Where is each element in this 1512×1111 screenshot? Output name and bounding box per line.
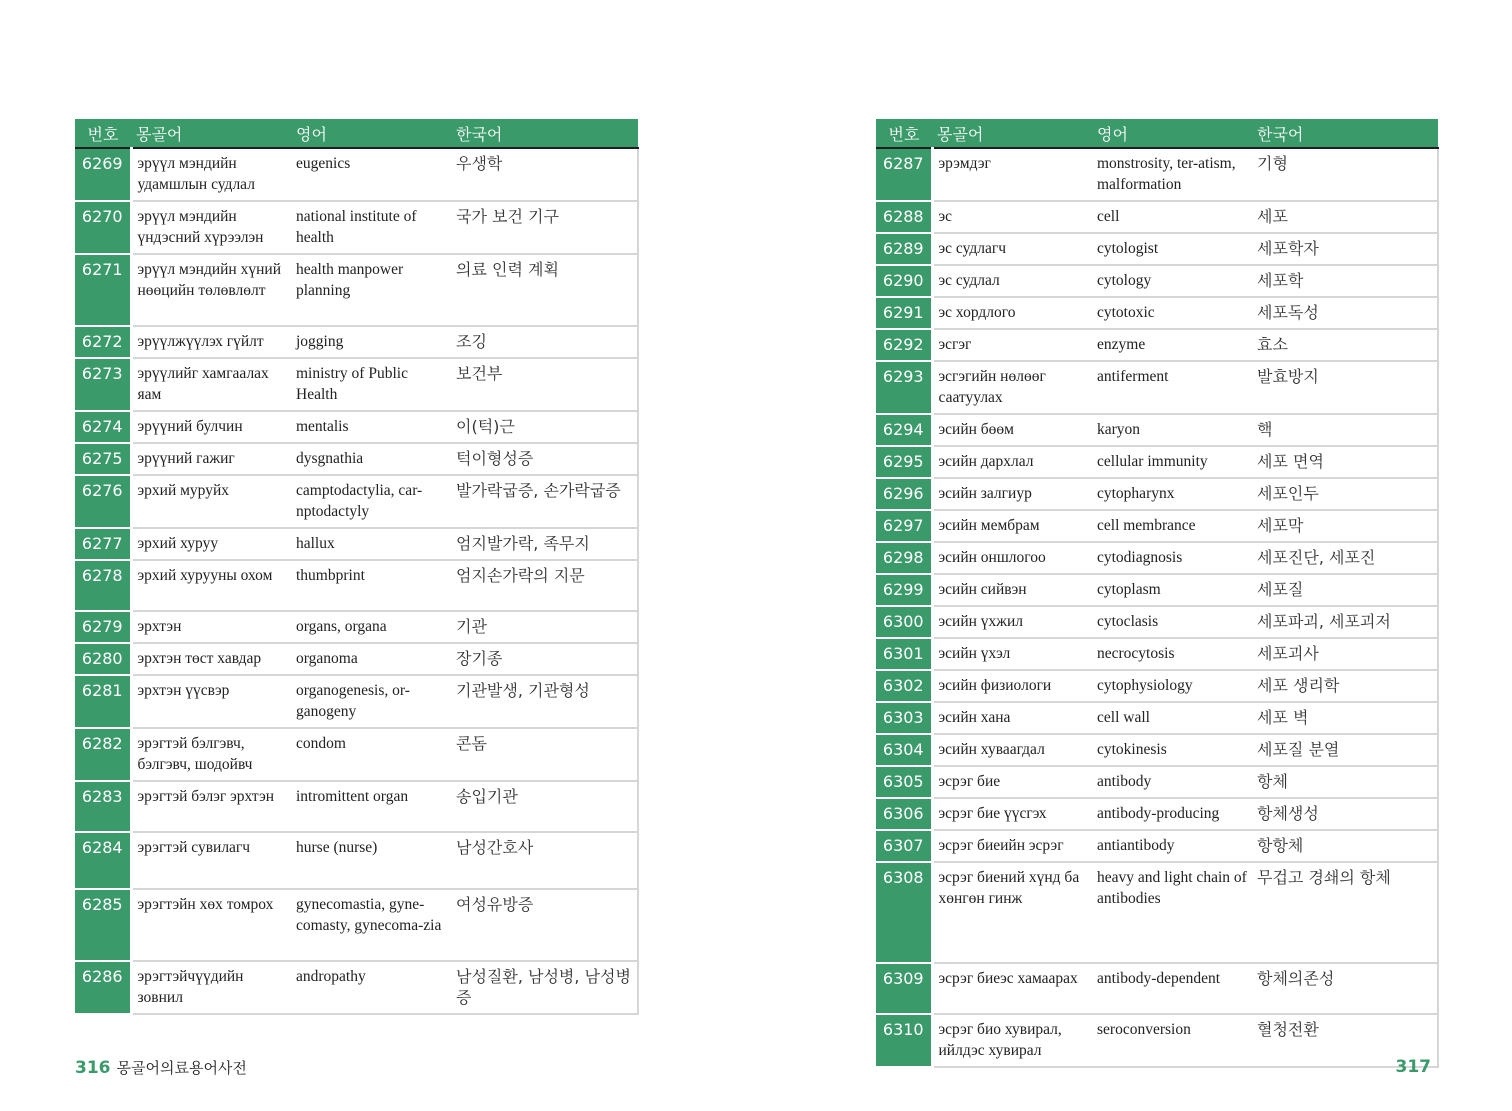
- korean-term: 세포독성: [1252, 297, 1438, 329]
- korean-term: 항체: [1252, 766, 1438, 798]
- table-row: [876, 798, 1438, 830]
- header-mongolian: 몽골어: [932, 119, 1092, 148]
- english-term: antiantibody: [1092, 830, 1252, 862]
- table-row: [876, 361, 1438, 414]
- header-english: 영어: [1092, 119, 1252, 148]
- dictionary-table-left: [75, 119, 639, 1015]
- footer-left: [75, 1057, 247, 1078]
- header-korean: 한국어: [1252, 119, 1438, 148]
- entry-number: 6297: [876, 510, 932, 542]
- entry-number: 6279: [75, 611, 131, 643]
- english-term: andropathy: [291, 961, 451, 1014]
- entry-number: 6287: [876, 148, 932, 201]
- table-row: [75, 832, 638, 889]
- table-row: [876, 297, 1438, 329]
- korean-term: 항체의존성: [1252, 963, 1438, 1014]
- english-term: eugenics: [291, 148, 451, 201]
- korean-term: 기관: [451, 611, 638, 643]
- korean-term: 콘돔: [451, 728, 638, 781]
- mongolian-term: эс судлагч: [932, 233, 1092, 265]
- english-term: ministry of Public Health: [291, 358, 451, 411]
- mongolian-term: эрхий хуруу: [131, 528, 291, 560]
- entry-number: 6284: [75, 832, 131, 889]
- mongolian-term: эрэмдэг: [932, 148, 1092, 201]
- header-num: 번호: [75, 119, 131, 148]
- table-row: [75, 675, 638, 728]
- right-page: [876, 119, 1438, 1068]
- table-row: [876, 478, 1438, 510]
- mongolian-term: эрхий муруйх: [131, 475, 291, 528]
- korean-term: 항체생성: [1252, 798, 1438, 830]
- korean-term: 세포괴사: [1252, 638, 1438, 670]
- table-row: [876, 414, 1438, 446]
- english-term: organogenesis, or-ganogeny: [291, 675, 451, 728]
- entry-number: 6308: [876, 862, 932, 963]
- table-row: [75, 781, 638, 832]
- table-row: [876, 606, 1438, 638]
- entry-number: 6292: [876, 329, 932, 361]
- korean-term: 국가 보건 기구: [451, 201, 638, 254]
- english-term: seroconversion: [1092, 1014, 1252, 1067]
- mongolian-term: эрүүний булчин: [131, 411, 291, 443]
- entry-number: 6281: [75, 675, 131, 728]
- table-row: [876, 1014, 1438, 1067]
- english-term: health manpower planning: [291, 254, 451, 326]
- korean-term: 우생학: [451, 148, 638, 201]
- korean-term: 턱이형성증: [451, 443, 638, 475]
- table-row: [75, 560, 638, 611]
- entry-number: 6286: [75, 961, 131, 1014]
- english-term: cytophysiology: [1092, 670, 1252, 702]
- mongolian-term: эсийн үхжил: [932, 606, 1092, 638]
- english-term: national institute of health: [291, 201, 451, 254]
- mongolian-term: эрэгтэйн хөх томрох: [131, 889, 291, 961]
- table-row: [75, 326, 638, 358]
- entry-number: 6310: [876, 1014, 932, 1067]
- mongolian-term: эрхтэн үүсвэр: [131, 675, 291, 728]
- korean-term: 세포질 분열: [1252, 734, 1438, 766]
- mongolian-term: эрэгтэй сувилагч: [131, 832, 291, 889]
- korean-term: 세포인두: [1252, 478, 1438, 510]
- english-term: condom: [291, 728, 451, 781]
- entry-number: 6303: [876, 702, 932, 734]
- mongolian-term: эс судлал: [932, 265, 1092, 297]
- english-term: mentalis: [291, 411, 451, 443]
- entry-number: 6290: [876, 265, 932, 297]
- table-row: [75, 961, 638, 1014]
- mongolian-term: эрэгтэйчүүдийн зовнил: [131, 961, 291, 1014]
- mongolian-term: эсгэгийн нөлөөг саатуулах: [932, 361, 1092, 414]
- mongolian-term: эрхтэн төст хавдар: [131, 643, 291, 675]
- korean-term: 무겁고 경쇄의 항체: [1252, 862, 1438, 963]
- book-title: 몽골어의료용어사전: [116, 1059, 247, 1077]
- table-row: [876, 830, 1438, 862]
- table-row: [75, 358, 638, 411]
- english-term: jogging: [291, 326, 451, 358]
- mongolian-term: эсийн оншлогоо: [932, 542, 1092, 574]
- mongolian-term: эсрэг биеэс хамаарах: [932, 963, 1092, 1014]
- english-term: camptodactylia, car-nptodactyly: [291, 475, 451, 528]
- entry-number: 6283: [75, 781, 131, 832]
- english-term: cytoclasis: [1092, 606, 1252, 638]
- table-row: [75, 528, 638, 560]
- mongolian-term: эсийн дархлал: [932, 446, 1092, 478]
- table-row: [876, 862, 1438, 963]
- korean-term: 조깅: [451, 326, 638, 358]
- korean-term: 발효방지: [1252, 361, 1438, 414]
- table-row: [75, 254, 638, 326]
- entry-number: 6276: [75, 475, 131, 528]
- entry-number: 6293: [876, 361, 932, 414]
- table-row: [75, 611, 638, 643]
- table-row: [876, 201, 1438, 233]
- english-term: cytokinesis: [1092, 734, 1252, 766]
- entry-number: 6282: [75, 728, 131, 781]
- korean-term: 기형: [1252, 148, 1438, 201]
- table-row: [876, 574, 1438, 606]
- korean-term: 효소: [1252, 329, 1438, 361]
- mongolian-term: эрэгтэй бэлэг эрхтэн: [131, 781, 291, 832]
- mongolian-term: эсийн мембрам: [932, 510, 1092, 542]
- korean-term: 기관발생, 기관형성: [451, 675, 638, 728]
- entry-number: 6299: [876, 574, 932, 606]
- english-term: cytodiagnosis: [1092, 542, 1252, 574]
- korean-term: 엄지발가락, 족무지: [451, 528, 638, 560]
- mongolian-term: эсийн сийвэн: [932, 574, 1092, 606]
- english-term: monstrosity, ter-atism, malformation: [1092, 148, 1252, 201]
- english-term: hurse (nurse): [291, 832, 451, 889]
- entry-number: 6288: [876, 201, 932, 233]
- table-row: [75, 728, 638, 781]
- table-row: [876, 542, 1438, 574]
- mongolian-term: эсийн хана: [932, 702, 1092, 734]
- header-korean: 한국어: [451, 119, 638, 148]
- entry-number: 6306: [876, 798, 932, 830]
- mongolian-term: эрүүлжүүлэх гүйлт: [131, 326, 291, 358]
- english-term: cytopharynx: [1092, 478, 1252, 510]
- english-term: organs, organa: [291, 611, 451, 643]
- english-term: heavy and light chain of antibodies: [1092, 862, 1252, 963]
- english-term: antibody-producing: [1092, 798, 1252, 830]
- english-term: dysgnathia: [291, 443, 451, 475]
- entry-number: 6270: [75, 201, 131, 254]
- korean-term: 세포학: [1252, 265, 1438, 297]
- table-row: [876, 265, 1438, 297]
- korean-term: 세포: [1252, 201, 1438, 233]
- korean-term: 핵: [1252, 414, 1438, 446]
- entry-number: 6298: [876, 542, 932, 574]
- korean-term: 세포 면역: [1252, 446, 1438, 478]
- page-number-left: 316: [75, 1058, 111, 1078]
- mongolian-term: эрүүл мэндийн үндэсний хүрээлэн: [131, 201, 291, 254]
- entry-number: 6305: [876, 766, 932, 798]
- english-term: enzyme: [1092, 329, 1252, 361]
- english-term: cytologist: [1092, 233, 1252, 265]
- dictionary-table-right: [876, 119, 1439, 1068]
- english-term: karyon: [1092, 414, 1252, 446]
- korean-term: 장기종: [451, 643, 638, 675]
- korean-term: 세포막: [1252, 510, 1438, 542]
- mongolian-term: эсийн хуваагдал: [932, 734, 1092, 766]
- entry-number: 6301: [876, 638, 932, 670]
- mongolian-term: эрүүл мэндийн удамшлын судлал: [131, 148, 291, 201]
- english-term: necrocytosis: [1092, 638, 1252, 670]
- korean-term: 세포파괴, 세포괴저: [1252, 606, 1438, 638]
- header-english: 영어: [291, 119, 451, 148]
- english-term: cell: [1092, 201, 1252, 233]
- page-number-right: 317: [1395, 1057, 1431, 1077]
- left-page: [75, 119, 638, 1015]
- english-term: thumbprint: [291, 560, 451, 611]
- mongolian-term: эрхтэн: [131, 611, 291, 643]
- entry-number: 6277: [75, 528, 131, 560]
- mongolian-term: эсрэг биеийн эсрэг: [932, 830, 1092, 862]
- korean-term: 엄지손가락의 지문: [451, 560, 638, 611]
- entry-number: 6309: [876, 963, 932, 1014]
- table-row: [75, 475, 638, 528]
- table-row: [876, 446, 1438, 478]
- mongolian-term: эрүүлийг хамгаалах яам: [131, 358, 291, 411]
- mongolian-term: эрхий хурууны охом: [131, 560, 291, 611]
- korean-term: 세포 생리학: [1252, 670, 1438, 702]
- english-term: cell membrance: [1092, 510, 1252, 542]
- english-term: cytology: [1092, 265, 1252, 297]
- korean-term: 보건부: [451, 358, 638, 411]
- korean-term: 발가락굽증, 손가락굽증: [451, 475, 638, 528]
- english-term: cellular immunity: [1092, 446, 1252, 478]
- table-row: [876, 766, 1438, 798]
- table-row: [75, 201, 638, 254]
- table-header: [75, 119, 638, 148]
- entry-number: 6296: [876, 478, 932, 510]
- korean-term: 혈청전환: [1252, 1014, 1438, 1067]
- table-row: [876, 963, 1438, 1014]
- mongolian-term: эсрэг бие: [932, 766, 1092, 798]
- entry-number: 6278: [75, 560, 131, 611]
- korean-term: 남성질환, 남성병, 남성병증: [451, 961, 638, 1014]
- mongolian-term: эсгэг: [932, 329, 1092, 361]
- mongolian-term: эрэгтэй бэлгэвч, бэлгэвч, шодойвч: [131, 728, 291, 781]
- korean-term: 세포진단, 세포진: [1252, 542, 1438, 574]
- english-term: cell wall: [1092, 702, 1252, 734]
- mongolian-term: эсрэг бие үүсгэх: [932, 798, 1092, 830]
- entry-number: 6285: [75, 889, 131, 961]
- entry-number: 6280: [75, 643, 131, 675]
- table-row: [876, 233, 1438, 265]
- english-term: gynecomastia, gyne-comasty, gynecoma-zia: [291, 889, 451, 961]
- korean-term: 세포 벽: [1252, 702, 1438, 734]
- mongolian-term: эсийн бөөм: [932, 414, 1092, 446]
- mongolian-term: эрүүл мэндийн хүний нөөцийн төлөвлөлт: [131, 254, 291, 326]
- mongolian-term: эсрэг биений хүнд ба хөнгөн гинж: [932, 862, 1092, 963]
- entry-number: 6275: [75, 443, 131, 475]
- english-term: hallux: [291, 528, 451, 560]
- entry-number: 6294: [876, 414, 932, 446]
- entry-number: 6291: [876, 297, 932, 329]
- english-term: cytotoxic: [1092, 297, 1252, 329]
- entry-number: 6274: [75, 411, 131, 443]
- entry-number: 6307: [876, 830, 932, 862]
- mongolian-term: эсрэг био хувирал, ийлдэс хувирал: [932, 1014, 1092, 1067]
- korean-term: 남성간호사: [451, 832, 638, 889]
- korean-term: 항항체: [1252, 830, 1438, 862]
- table-row: [876, 670, 1438, 702]
- english-term: cytoplasm: [1092, 574, 1252, 606]
- table-row: [876, 638, 1438, 670]
- entry-number: 6300: [876, 606, 932, 638]
- table-row: [876, 329, 1438, 361]
- entry-number: 6269: [75, 148, 131, 201]
- header-num: 번호: [876, 119, 932, 148]
- table-row: [75, 148, 638, 201]
- entry-number: 6271: [75, 254, 131, 326]
- english-term: antiferment: [1092, 361, 1252, 414]
- table-row: [876, 702, 1438, 734]
- korean-term: 송입기관: [451, 781, 638, 832]
- korean-term: 의료 인력 계획: [451, 254, 638, 326]
- footer-right: [1396, 1057, 1438, 1077]
- korean-term: 이(턱)근: [451, 411, 638, 443]
- table-row: [75, 643, 638, 675]
- table-row: [75, 889, 638, 961]
- mongolian-term: эрүүний гажиг: [131, 443, 291, 475]
- table-header: [876, 119, 1438, 148]
- english-term: intromittent organ: [291, 781, 451, 832]
- korean-term: 세포학자: [1252, 233, 1438, 265]
- mongolian-term: эс: [932, 201, 1092, 233]
- entry-number: 6289: [876, 233, 932, 265]
- mongolian-term: эсийн залгиур: [932, 478, 1092, 510]
- table-row: [75, 443, 638, 475]
- mongolian-term: эсийн физиологи: [932, 670, 1092, 702]
- korean-term: 여성유방증: [451, 889, 638, 961]
- entry-number: 6273: [75, 358, 131, 411]
- english-term: organoma: [291, 643, 451, 675]
- english-term: antibody: [1092, 766, 1252, 798]
- entry-number: 6272: [75, 326, 131, 358]
- table-row: [75, 411, 638, 443]
- entry-number: 6304: [876, 734, 932, 766]
- english-term: antibody-dependent: [1092, 963, 1252, 1014]
- table-row: [876, 148, 1438, 201]
- mongolian-term: эс хордлого: [932, 297, 1092, 329]
- header-mongolian: 몽골어: [131, 119, 291, 148]
- mongolian-term: эсийн үхэл: [932, 638, 1092, 670]
- korean-term: 세포질: [1252, 574, 1438, 606]
- entry-number: 6302: [876, 670, 932, 702]
- table-row: [876, 734, 1438, 766]
- table-row: [876, 510, 1438, 542]
- entry-number: 6295: [876, 446, 932, 478]
